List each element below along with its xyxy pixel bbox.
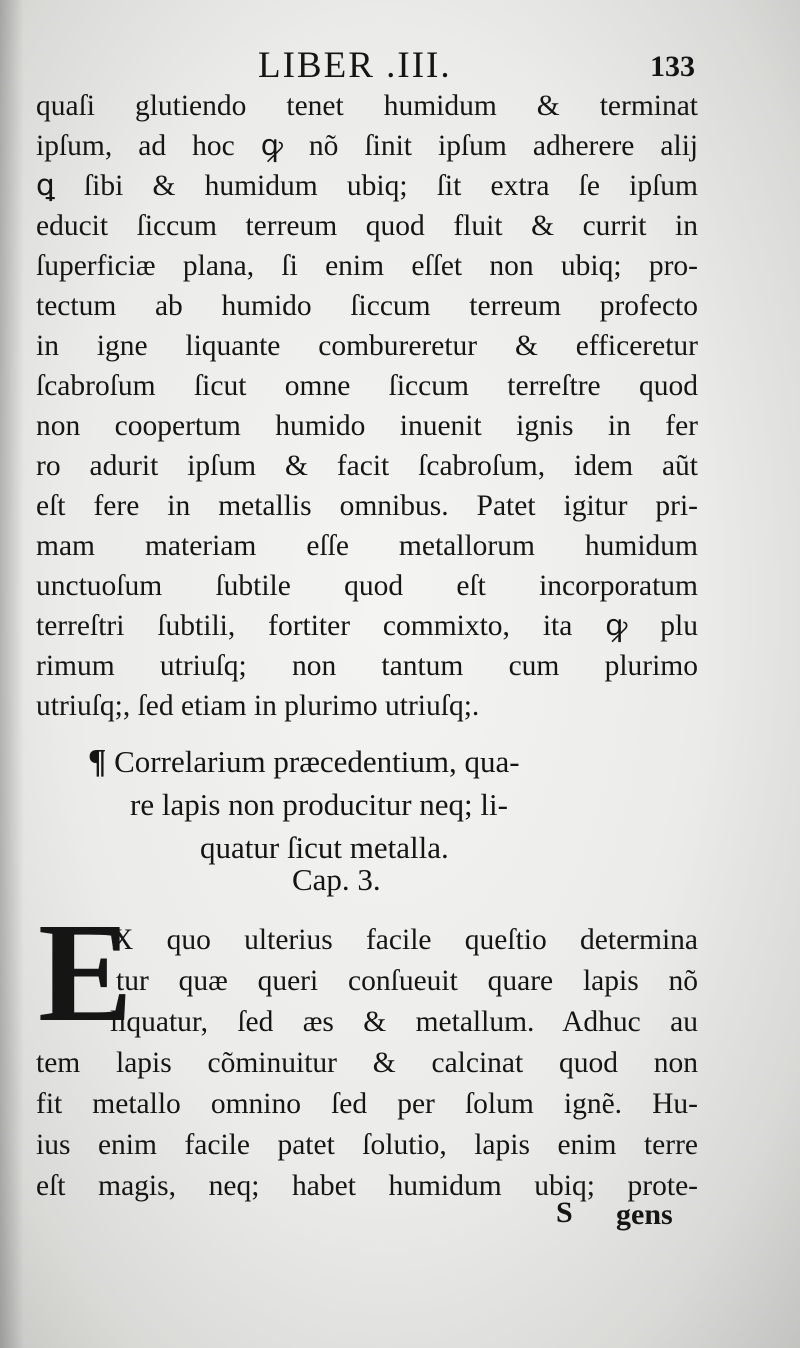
- gutter-shadow: [0, 0, 24, 1348]
- text-line: X quo ulterius facile queſtio determina: [112, 924, 698, 956]
- pilcrow-mark: ¶: [88, 743, 107, 780]
- text-line: tectum ab humido ſiccum terreum profecto: [36, 290, 698, 322]
- text-line: utriuſq;, ſed etiam in plurimo utriuſq;.: [36, 690, 480, 722]
- chapter-heading-line: quatur ſicut metalla.: [200, 830, 449, 865]
- signature-mark: S: [556, 1196, 573, 1229]
- chapter-heading: [88, 740, 648, 869]
- text-line: ꝗ ſibi & humidum ubiq; ſit extra ſe ipſum: [36, 170, 698, 202]
- text-line: non coopertum humido inuenit ignis in fer: [36, 410, 698, 442]
- catchword: gens: [616, 1198, 673, 1231]
- chapter-text-block: [36, 920, 698, 1207]
- text-line: terreſtri ſubtili, fortiter commixto, ita ꝙ plu: [36, 610, 698, 642]
- text-line: fit metallo omnino ſed per ſolum ignẽ. Hu-: [36, 1088, 698, 1120]
- running-head: LIBER .III.: [258, 45, 452, 86]
- page-footer: [0, 1196, 800, 1238]
- text-line: unctuoſum ſubtile quod eſt incorporatum: [36, 570, 698, 602]
- text-line: liquatur, ſed æs & metallum. Adhuc au: [110, 1006, 698, 1038]
- text-line: ſuperficiæ plana, ſi enim eſſet non ubiq; pro-: [36, 250, 698, 282]
- text-line: eſt fere in metallis omnibus. Patet igitur pri-: [36, 490, 698, 522]
- text-line: tem lapis cõminuitur & calcinat quod non: [36, 1047, 698, 1079]
- text-line: eſt magis, neq; habet humidum ubiq; prote-: [36, 1170, 698, 1202]
- text-line: rimum utriuſq; non tantum cum plurimo: [36, 650, 698, 682]
- text-line: ipſum, ad hoc ꝙ nõ ſinit ipſum adherere alĳ: [36, 130, 698, 162]
- chapter-heading-line: re lapis non producitur neq; li-: [130, 787, 508, 822]
- text-line: in igne liquante combureretur & efficeretur: [36, 330, 698, 362]
- text-line: mam materiam eſſe metallorum humidum: [36, 530, 698, 562]
- chapter-heading-line: [88, 740, 648, 783]
- text-line: ſcabroſum ſicut omne ſiccum terreſtre quod: [36, 370, 698, 402]
- body-text-block: [36, 86, 698, 726]
- folio-number: 133: [650, 50, 695, 83]
- text-line: quaſi glutiendo tenet humidum & terminat: [36, 90, 698, 122]
- page-header: [0, 40, 800, 92]
- drop-cap-initial: E: [38, 893, 133, 1051]
- text-line: ro adurit ipſum & facit ſcabroſum, idem aũt: [36, 450, 698, 482]
- text-line: tur quæ queri conſueuit quare lapis nõ: [116, 965, 698, 997]
- text-line: ius enim facile patet ſolutio, lapis enim terre: [36, 1129, 698, 1161]
- chapter-number: Cap. 3.: [292, 862, 381, 897]
- chapter-heading-text: Correlarium præcedentium, qua-: [114, 744, 520, 779]
- text-line: educit ſiccum terreum quod fluit & currit in: [36, 210, 698, 242]
